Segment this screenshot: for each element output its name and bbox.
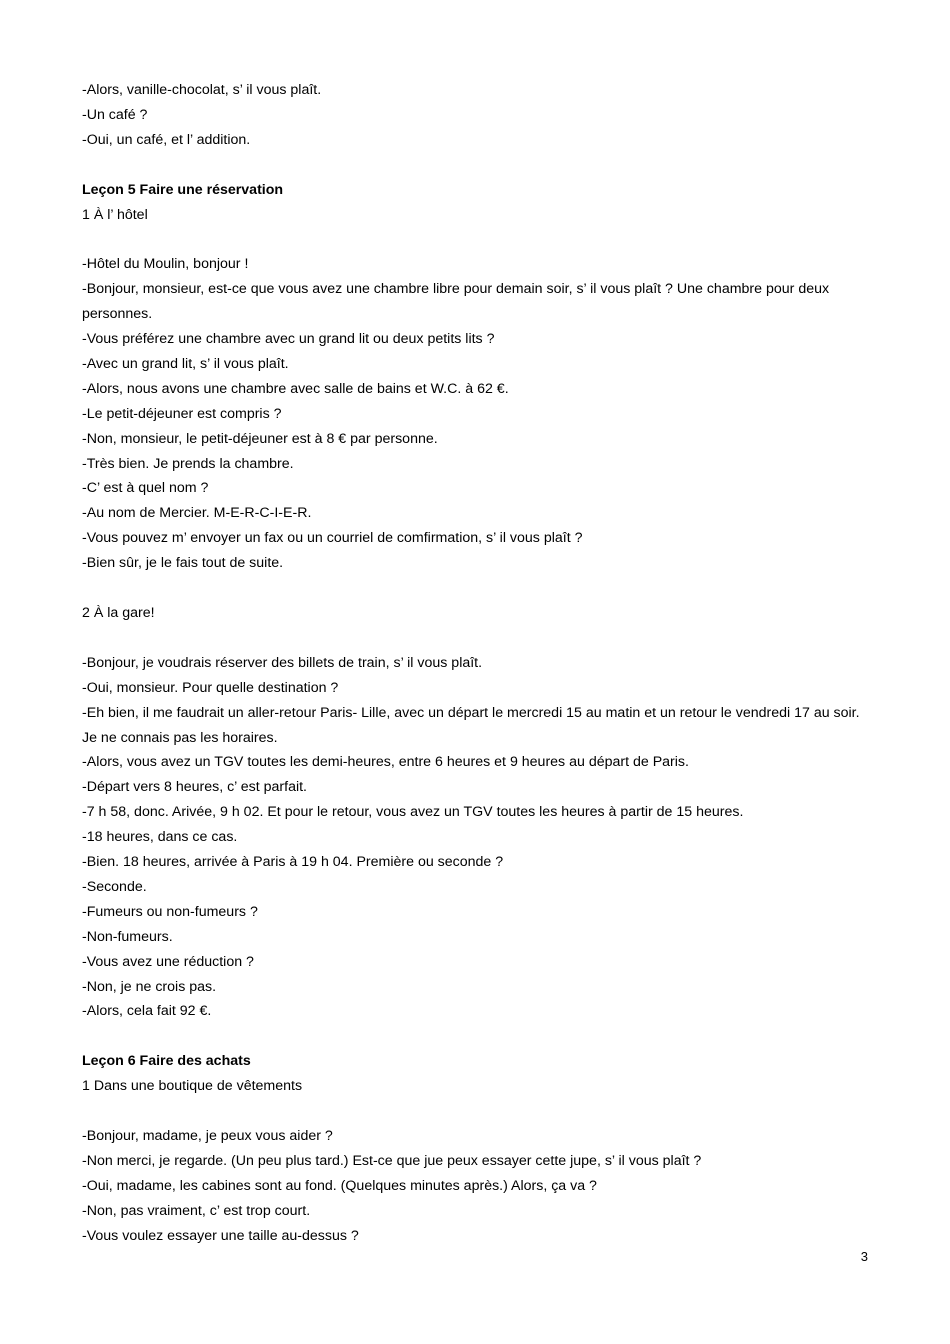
dialogue-line: -Non-fumeurs. — [82, 928, 173, 945]
spacer — [82, 626, 877, 651]
dialogue-line: -Bonjour, madame, je peux vous aider ? — [82, 1127, 333, 1144]
train-station-dialogue — [82, 651, 877, 1025]
lesson-5-section-2-title: 2 À la gare! — [82, 604, 155, 621]
dialogue-line: -Bonjour, je voudrais réserver des billets de train, s’ il vous plaît. — [82, 654, 483, 671]
dialogue-line: -Vous préférez une chambre avec un grand lit ou deux petits lits ? — [82, 331, 495, 348]
dialogue-line: -Alors, vanille-chocolat, s’ il vous plaît. — [82, 82, 322, 98]
dialogue-line: -Bonjour, monsieur, est-ce que vous avez une chambre libre pour demain soir, s’ il vous plaît ? Une chambre pour deux personnes. — [82, 281, 830, 323]
dialogue-line: -Seconde. — [82, 878, 147, 895]
dialogue-line: -Non, monsieur, le petit-déjeuner est à 8 € par personne. — [82, 430, 438, 447]
dialogue-line: -Un café ? — [82, 106, 148, 123]
dialogue-line: -Départ vers 8 heures, c’ est parfait. — [82, 779, 307, 796]
dialogue-line: -Avec un grand lit, s’ il vous plaît. — [82, 355, 289, 372]
dialogue-line: -Bien. 18 heures, arrivée à Paris à 19 h 04. Première ou seconde ? — [82, 854, 504, 871]
intro-dialogue — [82, 78, 877, 153]
dialogue-line: -Au nom de Mercier. M-E-R-C-I-E-R. — [82, 505, 312, 522]
lesson-6-title: Leçon 6 Faire des achats — [82, 1053, 251, 1070]
dialogue-line: -18 heures, dans ce cas. — [82, 829, 238, 846]
dialogue-line: -Oui, monsieur. Pour quelle destination ? — [82, 679, 339, 696]
dialogue-line: -Alors, cela fait 92 €. — [82, 1003, 212, 1020]
clothing-shop-dialogue — [82, 1124, 877, 1249]
dialogue-line: -Le petit-déjeuner est compris ? — [82, 405, 282, 422]
dialogue-line: -Non merci, je regarde. (Un peu plus tard.) Est-ce que jue peux essayer cette jupe, s’ il vous plaît ? — [82, 1152, 702, 1169]
hotel-dialogue — [82, 252, 877, 576]
dialogue-line: -Non, je ne crois pas. — [82, 978, 217, 995]
page-number: 3 — [860, 1249, 868, 1264]
lesson-5-section-1-title: 1 À l’ hôtel — [82, 206, 148, 223]
dialogue-line: -Hôtel du Moulin, bonjour ! — [82, 256, 249, 273]
lesson-5-title: Leçon 5 Faire une réservation — [82, 181, 284, 198]
dialogue-line: -Bien sûr, je le fais tout de suite. — [82, 555, 284, 572]
dialogue-line: -Oui, madame, les cabines sont au fond. (Quelques minutes après.) Alors, ça va ? — [82, 1177, 597, 1194]
dialogue-line: -Eh bien, il me faudrait un aller-retour Paris- Lille, avec un départ le mercredi 15 au matin et un retour le vendredi 17 au soir. Je ne connais pas les horaires. — [82, 704, 860, 746]
document-page — [82, 78, 877, 1249]
spacer — [82, 1099, 877, 1124]
spacer — [82, 1024, 877, 1049]
dialogue-line: -Oui, un café, et l’ addition. — [82, 131, 251, 148]
lesson-6-section-1-title: 1 Dans une boutique de vêtements — [82, 1078, 303, 1095]
dialogue-line: -7 h 58, donc. Arivée, 9 h 02. Et pour le retour, vous avez un TGV toutes les heures à partir de 15 heures. — [82, 804, 744, 821]
spacer — [82, 153, 877, 178]
dialogue-line: -Non, pas vraiment, c’ est trop court. — [82, 1202, 311, 1219]
dialogue-line: -Vous avez une réduction ? — [82, 953, 254, 970]
dialogue-line: -Alors, nous avons une chambre avec salle de bains et W.C. à 62 €. — [82, 380, 509, 397]
spacer — [82, 227, 877, 252]
dialogue-line: -Vous pouvez m’ envoyer un fax ou un courriel de comfirmation, s’ il vous plaît ? — [82, 530, 583, 547]
dialogue-line: -Alors, vous avez un TGV toutes les demi-heures, entre 6 heures et 9 heures au départ de Paris. — [82, 754, 689, 771]
dialogue-line: -C’ est à quel nom ? — [82, 480, 209, 497]
dialogue-line: -Vous voulez essayer une taille au-dessus ? — [82, 1227, 359, 1244]
dialogue-line: -Très bien. Je prends la chambre. — [82, 455, 294, 472]
spacer — [82, 576, 877, 601]
dialogue-line: -Fumeurs ou non-fumeurs ? — [82, 903, 258, 920]
